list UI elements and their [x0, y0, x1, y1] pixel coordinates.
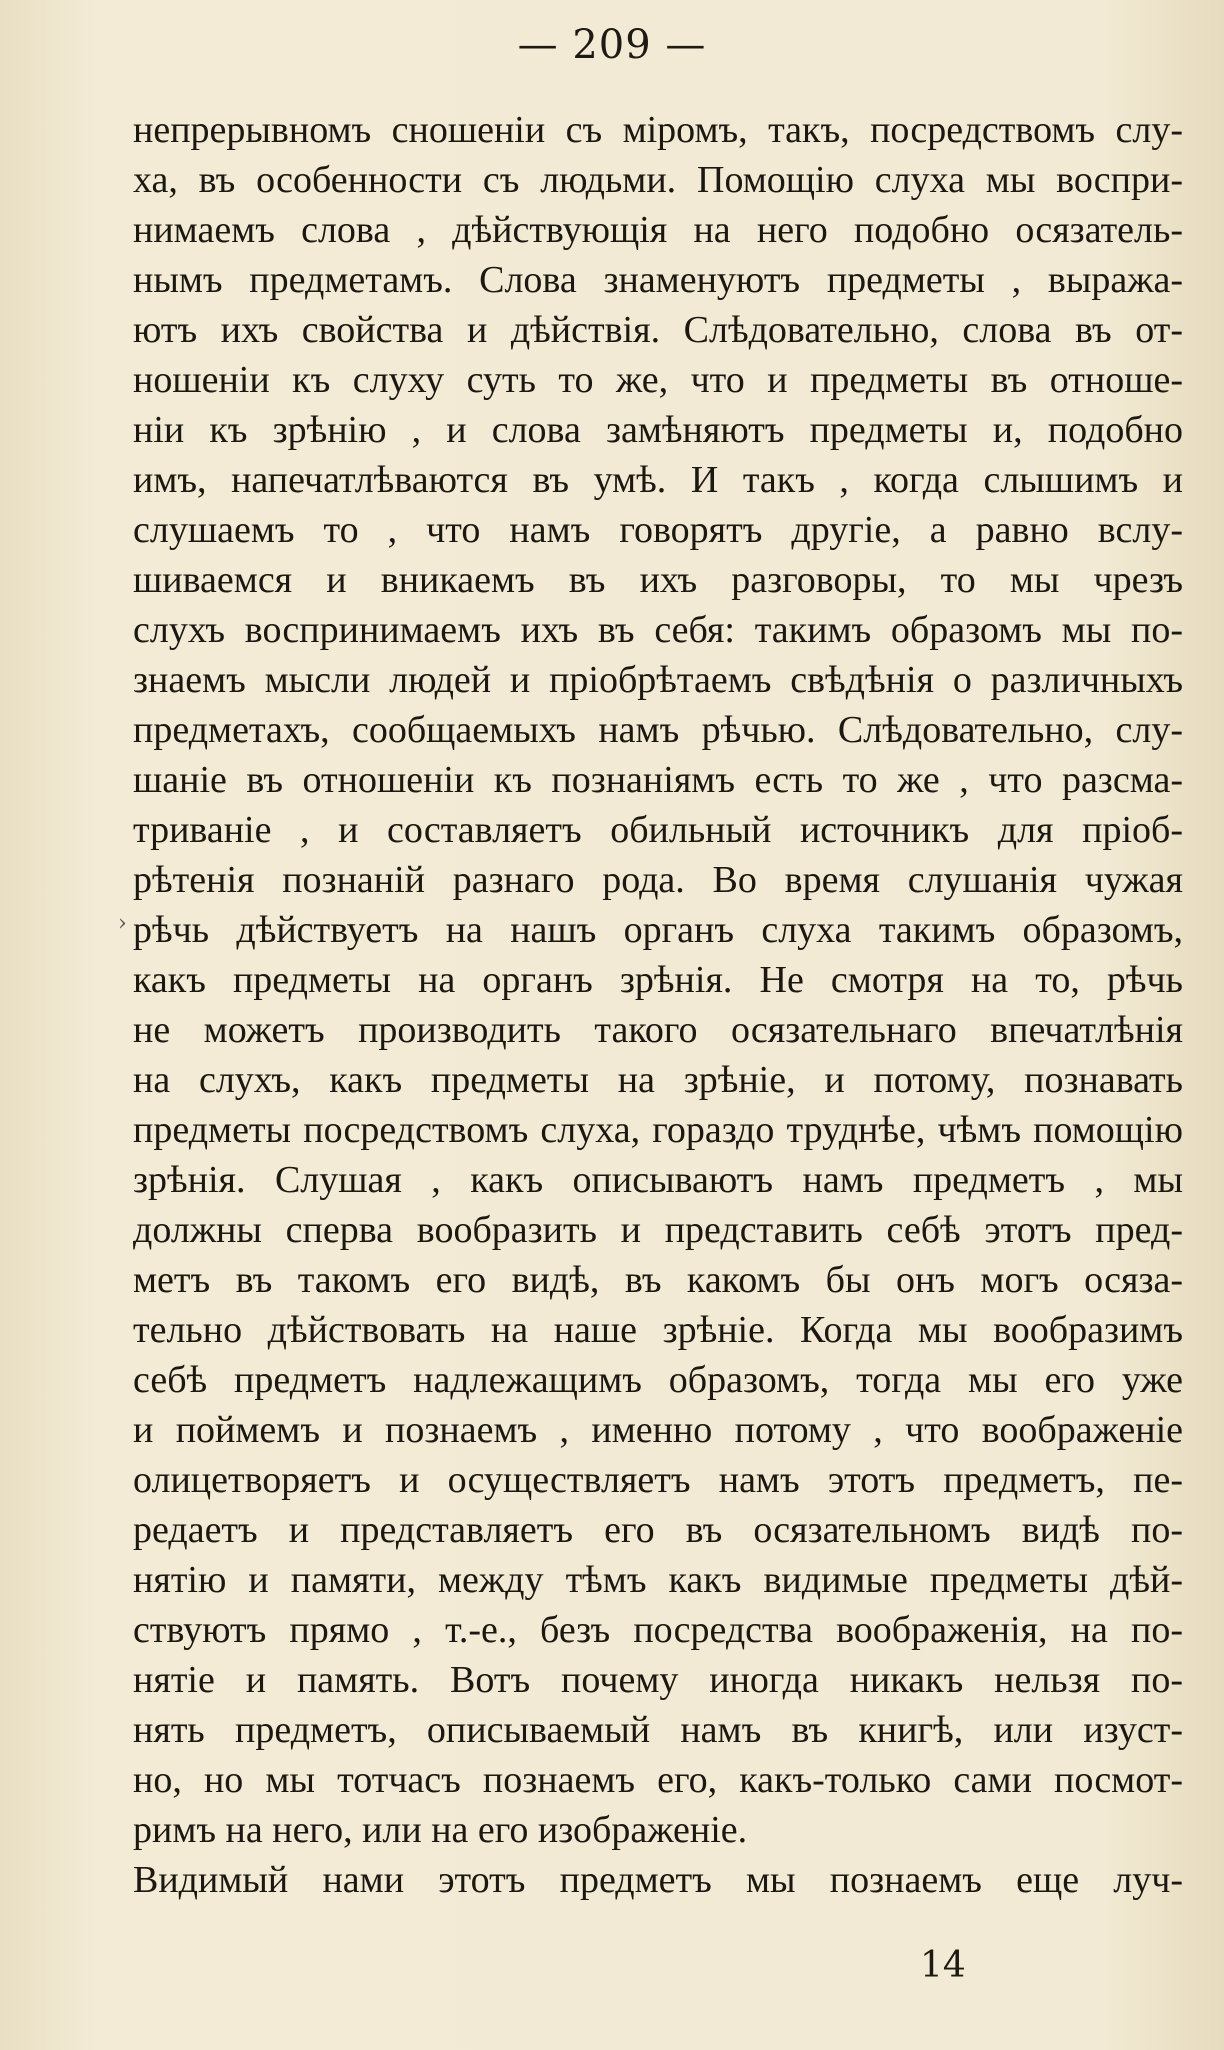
text-line: должны сперва вообразить и представить себѣ этотъ пред- [133, 1209, 1183, 1251]
text-line: не можетъ производить такого осязательнаго впечатлѣнія [133, 1009, 1183, 1051]
text-line: знаемъ мысли людей и пріобрѣтаемъ свѣдѣнія о различныхъ [133, 659, 1183, 701]
text-line: себѣ предметъ надлежащимъ образомъ, тогда мы его уже [133, 1359, 1183, 1401]
text-line: ха, въ особенности съ людьми. Помощію слуха мы воспри- [133, 159, 1183, 201]
text-line: триваніе , и составляетъ обильный источникъ для пріоб- [133, 809, 1183, 851]
text-line: предметахъ, сообщаемыхъ намъ рѣчью. Слѣдовательно, слу- [133, 709, 1183, 751]
text-line: слушаемъ то , что намъ говорятъ другіе, а равно вслу- [133, 509, 1183, 551]
text-line: на слухъ, какъ предметы на зрѣніе, и потому, познавать [133, 1059, 1183, 1101]
text-line: редаетъ и представляетъ его въ осязательномъ видѣ по- [133, 1509, 1183, 1551]
body-text [133, 105, 1183, 1905]
text-line: какъ предметы на органъ зрѣнія. Не смотря на то, рѣчь [133, 959, 1183, 1001]
text-line: рѣчь дѣйствуетъ на нашъ органъ слуха такимъ образомъ, [133, 909, 1183, 951]
text-line: непрерывномъ сношеніи съ міромъ, такъ, посредствомъ слу- [133, 109, 1183, 151]
text-line: римъ на него, или на его изображеніе. [133, 1809, 748, 1851]
text-line: слухъ воспринимаемъ ихъ въ себя: такимъ образомъ мы по- [133, 609, 1183, 651]
text-line: нятіе и память. Вотъ почему иногда никакъ нельзя по- [133, 1659, 1183, 1701]
text-line: но, но мы тотчасъ познаемъ его, какъ-только сами посмот- [133, 1759, 1183, 1801]
text-line: и поймемъ и познаемъ , именно потому , что воображеніе [133, 1409, 1183, 1451]
text-line: нять предметъ, описываемый намъ въ книгѣ, или изуст- [133, 1709, 1183, 1751]
text-line: ношеніи къ слуху суть то же, что и предметы въ отноше- [133, 359, 1183, 401]
margin-mark: › [118, 911, 127, 936]
page-number: — 209 — [517, 22, 707, 68]
text-line: имъ, напечатлѣваются въ умѣ. И такъ , когда слышимъ и [133, 459, 1183, 501]
text-line: нятію и памяти, между тѣмъ какъ видимые предметы дѣй- [133, 1559, 1183, 1601]
text-line: шиваемся и вникаемъ въ ихъ разговоры, то мы чрезъ [133, 559, 1183, 601]
text-line: ніи къ зрѣнію , и слова замѣняютъ предметы и, подобно [133, 409, 1183, 451]
text-line: метъ въ такомъ его видѣ, въ какомъ бы онъ могъ осяза- [133, 1259, 1183, 1301]
text-line: предметы посредствомъ слуха, гораздо труднѣе, чѣмъ помощію [133, 1109, 1183, 1151]
paragraph-start-line: Видимый нами этотъ предметъ мы познаемъ еще луч- [133, 1859, 1183, 1901]
text-line: рѣтенія познаній разнаго рода. Во время слушанія чужая [133, 859, 1183, 901]
text-line: нимаемъ слова , дѣйствующія на него подобно осязатель- [133, 209, 1183, 251]
text-line: олицетворяетъ и осуществляетъ намъ этотъ предметъ, пе- [133, 1459, 1183, 1501]
text-line: зрѣнія. Слушая , какъ описываютъ намъ предметъ , мы [133, 1159, 1183, 1201]
signature-mark: 14 [920, 1945, 966, 1986]
text-line: ютъ ихъ свойства и дѣйствія. Слѣдовательно, слова въ от- [133, 309, 1183, 351]
text-line: ствуютъ прямо , т.-е., безъ посредства воображенія, на по- [133, 1609, 1183, 1651]
text-line: тельно дѣйствовать на наше зрѣніе. Когда мы вообразимъ [133, 1309, 1183, 1351]
text-line: нымъ предметамъ. Слова знаменуютъ предметы , выража- [133, 259, 1183, 301]
text-line: шаніе въ отношеніи къ познаніямъ есть то же , что разсма- [133, 759, 1183, 801]
